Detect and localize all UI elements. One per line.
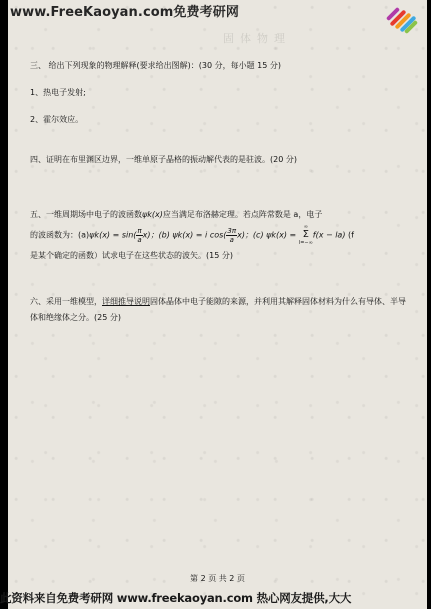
question-3-item-2: 2、霍尔效应。 (30, 115, 84, 124)
question-6 (30, 294, 408, 326)
question-5-line-2 (30, 224, 408, 246)
question-6-text (30, 294, 408, 326)
equation-c-right: f(x − la) (312, 230, 346, 240)
equation-c-left: ψk(x) = (266, 230, 297, 240)
equation-a-right: x)；(b) (142, 230, 170, 240)
question-5-line-1 (30, 205, 408, 224)
question-5-intro: 五、一维周期场中电子的波函数 (30, 210, 142, 219)
page-number: 第 2 页 共 2 页 (190, 574, 245, 583)
equation-b-denominator: a (229, 235, 234, 244)
top-watermark: www.FreeKaoyan.com免费考研网 (10, 5, 239, 20)
equation-a-left: ψk(x) = sin( (89, 230, 137, 240)
question-6-underlined: 详细推导说明 (102, 297, 150, 306)
question-4 (30, 152, 408, 167)
summation-symbol: ∞ Σ l=−∞ (298, 224, 313, 246)
question-6-rest: 固体晶体中电子能隙的来源，并利用其解释固体材料为什么有导体、半导体和绝缘体之分。(25 分) (30, 297, 406, 322)
equation-b-numerator: 3π (227, 226, 237, 235)
question-4-text: 四、证明在布里渊区边界，一维单原子晶格的振动解代表的是驻波。(20 分) (30, 155, 297, 164)
question-3 (30, 58, 408, 127)
question-6-lead: 六、采用一维模型， (30, 297, 102, 306)
freekaoyan-logo-icon (385, 2, 421, 34)
equation-b-right: x)；(c) (237, 230, 264, 240)
equation-a-numerator: π (137, 226, 142, 235)
question-5-bloch: 应当满足布洛赫定理。若点阵常数是 a，电子 (162, 210, 323, 219)
faint-header-title: 固体物理 (223, 32, 291, 45)
psi-k-symbol: ψk(x) (142, 210, 163, 219)
question-5-wavefunction-label: 的波函数为：(a) (30, 230, 90, 240)
equation-b-fraction (226, 227, 237, 244)
question-5 (30, 205, 408, 265)
question-5-line-2-tail: (f (348, 230, 354, 240)
question-3-item-1: 1、热电子发射; (30, 88, 86, 97)
bottom-watermark: 此资料来自免费考研网 www.freekaoyan.com 热心网友提供,大大 (0, 591, 352, 605)
question-5-line-3: 是某个确定的函数）试求电子在这些状态的波矢。(15 分) (30, 251, 233, 260)
exam-page (8, 0, 427, 609)
sum-lower-limit: l=−∞ (298, 240, 313, 246)
equation-b-left: ψk(x) = i cos( (172, 230, 227, 240)
sum-upper-limit: ∞ (303, 224, 308, 230)
equation-a-denominator: a (137, 235, 142, 244)
question-3-title: 三、 给出下列现象的物理解释(要求给出图解)：(30 分，每小题 15 分) (30, 61, 282, 70)
